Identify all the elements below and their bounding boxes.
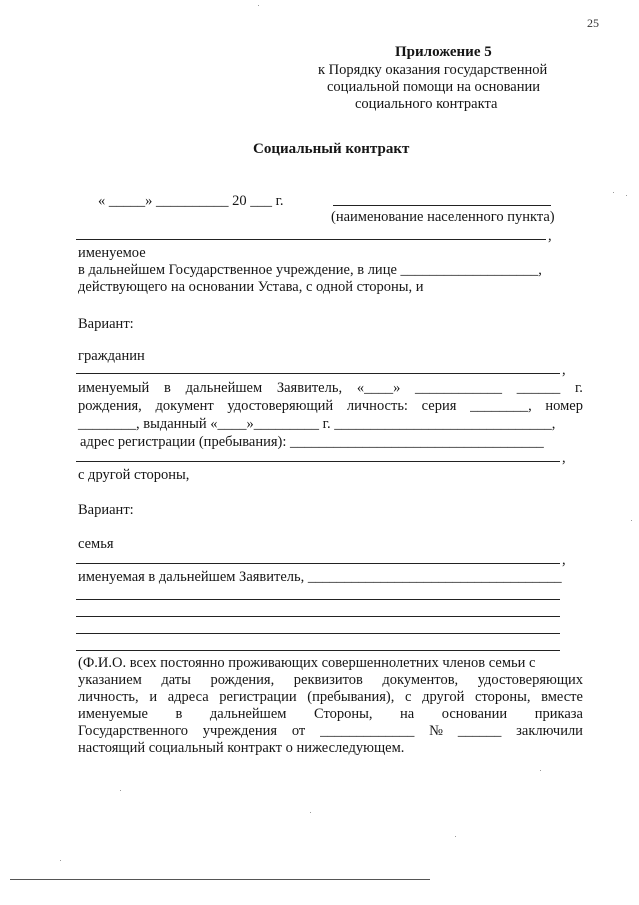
institution-name-line: [76, 239, 546, 240]
word: рождения,: [78, 398, 142, 414]
word: документов,: [382, 672, 459, 688]
word: удостоверяющий: [227, 398, 334, 414]
scan-speck: [60, 860, 61, 861]
word: в: [175, 706, 183, 722]
word: дальнейшем: [185, 380, 263, 396]
appendix-title: Приложение 5: [395, 44, 492, 60]
word: в: [164, 380, 171, 396]
citizen-other-side: с другой стороны,: [78, 467, 190, 483]
scan-speck: [613, 192, 614, 193]
word: серия: [421, 398, 457, 414]
blank-line-4: [76, 650, 560, 651]
appendix-line-3: социального контракта: [355, 96, 498, 112]
word: дальнейшем: [209, 706, 287, 722]
word: указанием: [78, 672, 142, 688]
blank-line-2: [76, 616, 560, 617]
blank-line-1: [76, 599, 560, 600]
word: другой: [422, 689, 465, 705]
word: регистрации: [219, 689, 297, 705]
word: документ: [155, 398, 214, 414]
word: «____»: [356, 380, 401, 396]
word: адреса: [167, 689, 209, 705]
word: приказа: [534, 706, 583, 722]
blank-line-3: [76, 633, 560, 634]
page-number: 25: [587, 16, 599, 30]
word: реквизитов: [293, 672, 363, 688]
word: Стороны,: [313, 706, 373, 722]
variant-citizen-who: гражданин: [78, 348, 145, 364]
citizen-row-1: [78, 380, 583, 397]
citizen-address-line: [76, 461, 560, 462]
word: личность:: [346, 398, 408, 414]
word: стороны,: [475, 689, 531, 705]
word: _____________: [320, 723, 415, 739]
word: именуемые: [78, 706, 148, 722]
family-para-last: настоящий социальный контракт о нижеследующем.: [78, 740, 405, 756]
citizen-row-2: [78, 398, 583, 415]
scan-bottom-edge: [10, 879, 430, 880]
scan-speck: [626, 195, 627, 196]
appendix-line-1: к Порядку оказания государственной: [318, 62, 548, 78]
word: вместе: [541, 689, 583, 705]
family-para-row-1: [78, 672, 583, 689]
word: №: [429, 723, 444, 739]
word: (пребывания),: [307, 689, 395, 705]
word: рождения,: [210, 672, 275, 688]
word: на: [400, 706, 415, 722]
word: именуемый: [78, 380, 150, 396]
family-name-line: [76, 563, 560, 564]
word: удостоверяющих: [477, 672, 583, 688]
scan-speck: [631, 520, 632, 521]
word: ______: [516, 380, 561, 396]
word: личность,: [78, 689, 139, 705]
citizen-issued: ________, выданный «____»_________ г. ______________________________,: [78, 416, 556, 432]
word: ____________: [415, 380, 503, 396]
institution-further: в дальнейшем Государственное учреждение, в лице ___________________,: [78, 262, 542, 278]
citizen-address: адрес регистрации (пребывания): ___________________________________: [80, 434, 544, 450]
place-name-caption: (наименование населенного пункта): [331, 209, 555, 225]
place-name-line: [333, 205, 551, 206]
institution-acting: действующего на основании Устава, с одной стороны, и: [78, 279, 424, 295]
scan-speck: [258, 5, 259, 6]
citizen-name-line: [76, 373, 560, 374]
scan-speck: [455, 836, 456, 837]
word: ________,: [470, 398, 532, 414]
word: даты: [161, 672, 191, 688]
word: с: [405, 689, 412, 705]
word: Заявитель,: [276, 380, 343, 396]
word: номер: [545, 398, 583, 414]
contract-date-row: « _____» __________ 20 ___ г.: [98, 193, 284, 209]
scan-speck: [310, 812, 311, 813]
word: учреждения: [202, 723, 278, 739]
family-para-row-2: [78, 689, 583, 706]
word: ______: [457, 723, 502, 739]
family-para-row-3: [78, 706, 583, 723]
family-para-row-4: [78, 723, 583, 740]
variant-family-label: Вариант:: [78, 502, 134, 518]
word: заключили: [516, 723, 583, 739]
scan-speck: [120, 790, 121, 791]
family-para-first: (Ф.И.О. всех постоянно проживающих совершеннолетних членов семьи с: [78, 655, 536, 671]
document-title: Социальный контракт: [253, 141, 410, 157]
variant-family-who: семья: [78, 536, 114, 552]
scan-speck: [540, 770, 541, 771]
word: Государственного: [78, 723, 188, 739]
word: г.: [574, 380, 583, 396]
word: основании: [441, 706, 508, 722]
appendix-line-2: социальной помощи на основании: [327, 79, 540, 95]
word: от: [291, 723, 306, 739]
variant-citizen-label: Вариант:: [78, 316, 134, 332]
word: и: [149, 689, 158, 705]
family-line-comma: ,: [562, 552, 566, 568]
family-named: именуемая в дальнейшем Заявитель, ___________________________________: [78, 569, 562, 585]
institution-line-comma: ,: [548, 228, 552, 244]
citizen-address-comma: ,: [562, 450, 566, 466]
citizen-line-comma: ,: [562, 362, 566, 378]
institution-named: именуемое: [78, 245, 146, 261]
